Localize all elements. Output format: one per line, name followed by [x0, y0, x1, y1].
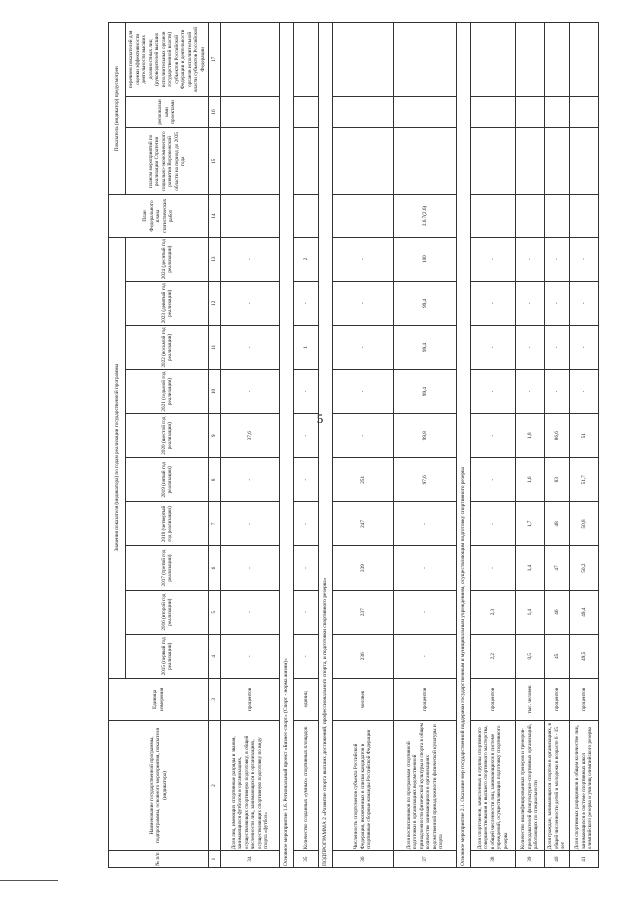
row-value: 239	[333, 546, 394, 590]
row-ind1	[294, 128, 319, 195]
column-number: 17	[209, 23, 221, 97]
section-row	[457, 23, 471, 868]
row-value: -	[516, 281, 545, 325]
row-value: -	[471, 502, 516, 546]
row-value: -	[333, 369, 394, 413]
row-value: -	[394, 546, 457, 590]
section-title: Основное мероприятие 2.1. Оказание мер государственной поддержки государственным и муниципальным учреждениям, осуществляющим подготовку спортивного резерва	[457, 23, 471, 868]
column-number: 2	[209, 720, 221, 850]
row-value: 1,7	[516, 502, 545, 546]
column-number: 4	[209, 634, 221, 678]
row-value: 48	[545, 502, 570, 546]
header-num: № п/п	[109, 851, 209, 868]
row-unit: единиц	[294, 678, 319, 720]
section-row	[319, 23, 333, 868]
row-value: -	[294, 414, 319, 458]
row-value: -	[221, 281, 280, 325]
row-value: 237	[333, 590, 394, 634]
row-unit: процентов	[471, 678, 516, 720]
rotated-table-container	[108, 22, 594, 868]
row-ind2	[394, 96, 457, 128]
row-value: 2,3	[471, 590, 516, 634]
row-value: -	[294, 458, 319, 502]
row-ind2	[570, 96, 599, 128]
row-value: 100	[394, 237, 457, 281]
row-ind2	[333, 96, 394, 128]
row-value: -	[545, 325, 570, 369]
row-number: 41	[570, 851, 599, 868]
row-value: 1,4	[516, 546, 545, 590]
row-value: -	[294, 634, 319, 678]
row-ind2	[471, 96, 516, 128]
row-number: 37	[394, 851, 457, 868]
column-number: 12	[209, 281, 221, 325]
header-row-1	[109, 23, 126, 868]
column-number: 16	[209, 96, 221, 128]
row-plan	[570, 195, 599, 237]
row-value: -	[570, 325, 599, 369]
table-row	[221, 23, 280, 868]
row-value: 1,6	[516, 458, 545, 502]
row-value: 99,4	[394, 325, 457, 369]
row-ind1	[570, 128, 599, 195]
row-ind1	[333, 128, 394, 195]
row-value: 46	[545, 590, 570, 634]
row-value: 45	[545, 634, 570, 678]
row-name: Количество созданных «умных» спортивных площадок	[294, 720, 319, 850]
row-value: -	[570, 281, 599, 325]
row-value: 99,4	[394, 369, 457, 413]
table-row	[333, 23, 394, 868]
row-plan	[333, 195, 394, 237]
row-unit: процентов	[394, 678, 457, 720]
row-value: -	[516, 325, 545, 369]
table-row	[570, 23, 599, 868]
header-indicator-strategy: планом мероприятий по реализации Стратегии социально-экономического развития Воронежской области на период до 2035 года	[126, 128, 209, 195]
row-name: Доля граждан, занимающихся спортом в организациях, в общей численности детей и молодежи в возрасте 6 - 15 лет	[545, 720, 570, 850]
table-row	[545, 23, 570, 868]
column-number: 7	[209, 502, 221, 546]
row-value: 1	[294, 325, 319, 369]
row-value: -	[471, 414, 516, 458]
row-ind1	[545, 128, 570, 195]
header-indicator-efficiency: перечнем показателей для оценки эффективности деятельности высших должностных лиц (руководителей высших исполнительных органов государственной власти) субъектов Российской Федерации и деятельности органов исполнительной власти субъектов Российской Федерации	[126, 23, 209, 97]
header-name: Наименование государственной программы, подпрограммы, основного мероприятия, показателя (индикатора)	[109, 720, 209, 850]
column-number: 15	[209, 128, 221, 195]
row-value: 1,8	[516, 414, 545, 458]
row-value: -	[333, 237, 394, 281]
row-value: -	[394, 590, 457, 634]
row-name: Доля воспитанников по программам спортивной подготовки в организациях ведомственной принадлежности физической культуры и спорта в общем количестве занимающихся в организациях ведомственной принадлежности физической культуры и спорта	[394, 720, 457, 850]
header-year: 2017 (третий год реализации)	[126, 546, 209, 590]
table-row	[294, 23, 319, 868]
row-ind3	[333, 23, 394, 97]
header-indicator-group: Показатель (индикатор) предусмотрен	[109, 23, 126, 195]
row-value: -	[221, 634, 280, 678]
page-number: 5	[316, 411, 324, 426]
row-ind1	[516, 128, 545, 195]
row-name: Доля спортивных разрядников в общем количестве лиц, занимающихся в системе спортивных школ олимпийского резерва и училищ олимпийского резерва	[570, 720, 599, 850]
row-value: 97,6	[394, 458, 457, 502]
row-value: -	[221, 458, 280, 502]
row-value: 0,5	[516, 634, 545, 678]
row-value: -	[471, 546, 516, 590]
row-value: 2	[294, 237, 319, 281]
row-value: 50,8	[570, 502, 599, 546]
row-plan	[471, 195, 516, 237]
row-value: -	[221, 237, 280, 281]
column-number: 14	[209, 195, 221, 237]
row-unit: процентов	[545, 678, 570, 720]
section-title: Основное мероприятие 1.6. Региональный проект «Бизнес-спорт» (Спорт - норма жизни)»	[280, 23, 294, 868]
header-year: 2024 (десятый год реализации)	[126, 237, 209, 281]
row-value: -	[221, 590, 280, 634]
row-number: 40	[545, 851, 570, 868]
row-ind1	[221, 128, 280, 195]
row-value: -	[471, 458, 516, 502]
header-year: 2023 (девятый год реализации)	[126, 281, 209, 325]
row-value: -	[333, 325, 394, 369]
row-value: 236	[333, 634, 394, 678]
row-ind1	[471, 128, 516, 195]
row-plan	[294, 195, 319, 237]
row-value: -	[221, 369, 280, 413]
row-value: -	[545, 369, 570, 413]
row-value: 51,7	[570, 458, 599, 502]
row-name: Доля спортсменов, зачисленных в группы спортивного совершенствования и высшего спортивного мастерства, в общей численности лиц, занимающихся в системе учреждений, осуществляющих подготовку спортивного резерва	[471, 720, 516, 850]
row-name: Количество квалифицированных тренеров и тренеров-преподавателей физкультурно-спортивных организаций, работающих по специальности	[516, 720, 545, 850]
row-number: 39	[516, 851, 545, 868]
row-value: -	[570, 237, 599, 281]
row-value: -	[471, 325, 516, 369]
row-unit: процентов	[221, 678, 280, 720]
row-number: 34	[221, 851, 280, 868]
row-value: 1,4	[516, 590, 545, 634]
row-value: 47	[545, 546, 570, 590]
header-year: 2016 (второй год реализации)	[126, 590, 209, 634]
row-value: -	[471, 281, 516, 325]
column-number: 3	[209, 678, 221, 720]
row-ind3	[294, 23, 319, 97]
row-ind3	[570, 23, 599, 97]
column-number: 10	[209, 369, 221, 413]
footnote-divider	[0, 880, 58, 881]
row-value: -	[221, 325, 280, 369]
row-value: 37,6	[221, 414, 280, 458]
column-number: 8	[209, 458, 221, 502]
header-year: 2018 (четвертый год реализации)	[126, 502, 209, 546]
row-value: 49,5	[570, 634, 599, 678]
indicator-table	[108, 22, 599, 868]
row-value: -	[333, 414, 394, 458]
header-year: 2020 (шестой год реализации)	[126, 414, 209, 458]
row-value: -	[516, 237, 545, 281]
row-value: -	[471, 369, 516, 413]
row-value: -	[294, 590, 319, 634]
row-number: 35	[294, 851, 319, 868]
row-ind1	[394, 128, 457, 195]
row-value: -	[394, 502, 457, 546]
table-row	[516, 23, 545, 868]
row-number: 38	[471, 851, 516, 868]
row-unit: человек	[333, 678, 394, 720]
row-ind3	[516, 23, 545, 97]
row-value: 83	[545, 458, 570, 502]
row-value: -	[333, 281, 394, 325]
row-value: 251	[333, 458, 394, 502]
header-plan: План Федерального плана статистических работ	[109, 195, 209, 237]
row-ind2	[516, 96, 545, 128]
row-value: 99,4	[394, 281, 457, 325]
column-number: 9	[209, 414, 221, 458]
row-value: -	[471, 237, 516, 281]
header-unit: Единица измерения	[109, 678, 209, 720]
row-plan: 2.6.7(2.6)	[394, 195, 457, 237]
row-value: -	[294, 281, 319, 325]
row-name: Доля лиц, имеющих спортивные разряды и звания, занимающихся футболом в организациях, осуществляющих спортивную подготовку, в общей численности лиц, занимающихся в организациях, осуществляющих спортивную подготовку по виду спорта «футбол»	[221, 720, 280, 850]
row-value: -	[294, 502, 319, 546]
row-value: -	[545, 281, 570, 325]
table-row	[394, 23, 457, 868]
row-ind2	[221, 96, 280, 128]
row-value: -	[545, 237, 570, 281]
header-indicator-regional: региональными проектами	[126, 96, 209, 128]
row-value: -	[516, 369, 545, 413]
row-value: 51	[570, 414, 599, 458]
row-value: 86,6	[545, 414, 570, 458]
row-plan	[221, 195, 280, 237]
row-unit: тыс. человек	[516, 678, 545, 720]
header-year: 2021 (седьмой год реализации)	[126, 369, 209, 413]
row-value: -	[221, 546, 280, 590]
header-year: 2015 (первый год реализации)	[126, 634, 209, 678]
header-year: 2022 (восьмой год реализации)	[126, 325, 209, 369]
row-name: Численность спортсменов субъекта Российской Федерации, включенных в списки кандидатов в спортивные сборные команды Российской Федерации	[333, 720, 394, 850]
column-number: 6	[209, 546, 221, 590]
header-values-group: Значения показателя (индикатора) по годам реализации государственной программы	[109, 237, 126, 678]
row-ind3	[221, 23, 280, 97]
row-unit: процентов	[570, 678, 599, 720]
column-number: 1	[209, 851, 221, 868]
row-value: -	[294, 546, 319, 590]
row-value: -	[570, 369, 599, 413]
row-value: 50,2	[570, 546, 599, 590]
section-row	[280, 23, 294, 868]
section-title: ПОДПРОГРАММА 2 «Развитие спорта высших достижений, профессионального спорта, и подготовки спортивного резерва»	[319, 23, 333, 868]
column-number: 13	[209, 237, 221, 281]
row-value: 247	[333, 502, 394, 546]
row-value: -	[294, 369, 319, 413]
row-value: -	[394, 634, 457, 678]
header-year: 2019 (пятый год реализации)	[126, 458, 209, 502]
row-plan	[516, 195, 545, 237]
row-ind3	[394, 23, 457, 97]
table-row	[471, 23, 516, 868]
row-number: 36	[333, 851, 394, 868]
row-ind3	[545, 23, 570, 97]
row-value: -	[221, 502, 280, 546]
column-number: 11	[209, 325, 221, 369]
row-ind2	[545, 96, 570, 128]
row-value: 2,2	[471, 634, 516, 678]
row-ind3	[471, 23, 516, 97]
column-number-row	[209, 23, 221, 868]
column-number: 5	[209, 590, 221, 634]
row-ind2	[294, 96, 319, 128]
row-value: 99,8	[394, 414, 457, 458]
row-plan	[545, 195, 570, 237]
rotated-page	[108, 22, 594, 868]
row-value: 49,4	[570, 590, 599, 634]
